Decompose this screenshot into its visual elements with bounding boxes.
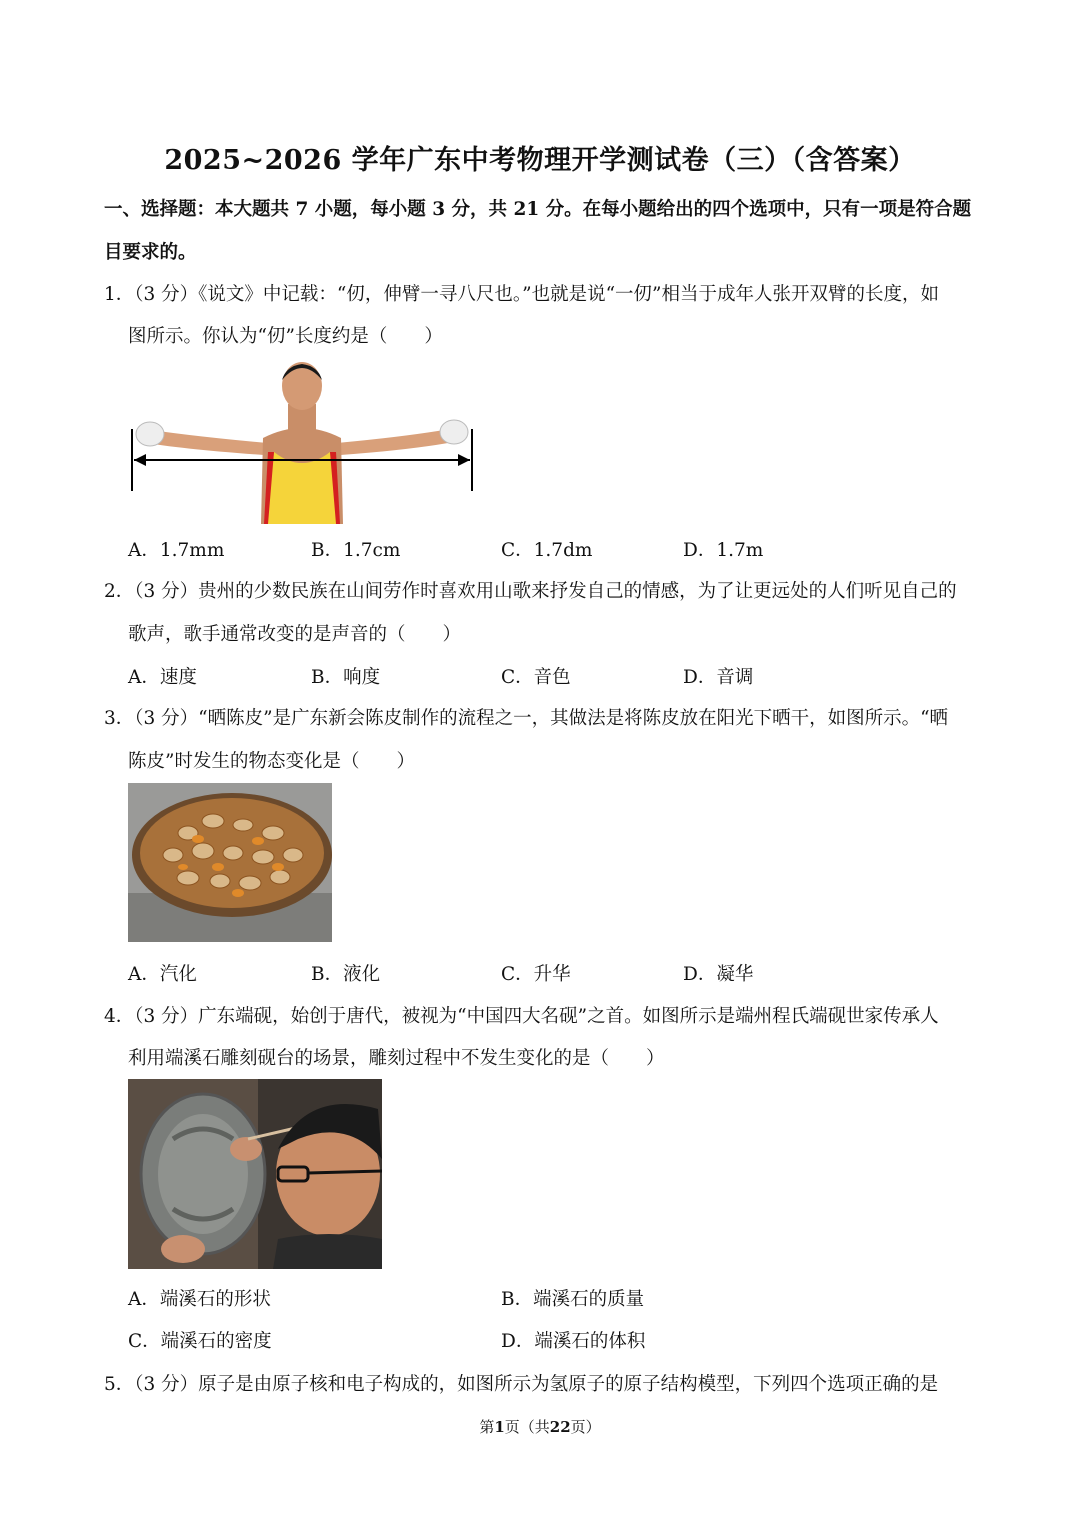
q1-stem-line1: 1．（3 分）《说文》中记载：“仞，伸臂一寻八尺也。”也就是说“一仞”相当于成年人张开双臂的长度，如 xyxy=(104,284,940,305)
footer-prefix: 第 xyxy=(479,1418,495,1436)
q3-option-c: C．升华 xyxy=(501,964,571,985)
q1-figure-arm-span xyxy=(128,356,476,524)
section-heading-line1: 一、选择题：本大题共 7 小题，每小题 3 分，共 21 分。在每小题给出的四个选项中，只有一项是符合题 xyxy=(104,199,972,220)
q2-option-c: C．音色 xyxy=(501,667,571,688)
q1-option-d: D．1.7m xyxy=(683,540,764,561)
q3-option-a: A．汽化 xyxy=(128,964,197,985)
q2-stem-line1: 2．（3 分）贵州的少数民族在山间劳作时喜欢用山歌来抒发自己的情感，为了让更远处的人们听见自己的 xyxy=(104,581,957,602)
section-heading-line2: 目要求的。 xyxy=(104,242,197,263)
footer-total-pages: 22 xyxy=(549,1418,571,1436)
q2-option-b: B．响度 xyxy=(311,667,381,688)
footer-page-number: 1 xyxy=(494,1418,505,1436)
q2-option-a: A．速度 xyxy=(128,667,197,688)
q2-option-d: D．音调 xyxy=(683,667,754,688)
q3-option-d: D．凝华 xyxy=(683,964,754,985)
footer-suffix: 页） xyxy=(570,1418,601,1436)
q1-stem-line2: 图所示。你认为“仞”长度约是（ ） xyxy=(128,326,443,347)
q2-stem-line2: 歌声，歌手通常改变的是声音的（ ） xyxy=(128,624,462,645)
q4-option-c: C．端溪石的密度 xyxy=(128,1331,272,1352)
q4-figure-inkstone-carving xyxy=(128,1079,382,1269)
q1-option-a: A．1.7mm xyxy=(128,540,225,561)
q3-option-b: B．液化 xyxy=(311,964,381,985)
q3-figure-drying-peel xyxy=(128,783,332,942)
q5-stem-line1: 5．（3 分）原子是由原子核和电子构成的，如图所示为氢原子的原子结构模型，下列四个选项正确的是 xyxy=(104,1374,939,1395)
q3-stem-line2: 陈皮”时发生的物态变化是（ ） xyxy=(128,751,415,772)
q4-stem-line2: 利用端溪石雕刻砚台的场景，雕刻过程中不发生变化的是（ ） xyxy=(128,1048,665,1069)
q1-option-c: C．1.7dm xyxy=(501,540,593,561)
page-footer xyxy=(0,1416,1080,1437)
footer-middle: 页（共 xyxy=(504,1418,550,1436)
q3-stem-line1: 3．（3 分）“晒陈皮”是广东新会陈皮制作的流程之一，其做法是将陈皮放在阳光下晒干，如图所示。“晒 xyxy=(104,708,949,729)
q4-option-a: A．端溪石的形状 xyxy=(128,1289,271,1310)
q4-option-d: D．端溪石的体积 xyxy=(501,1331,646,1352)
q4-stem-line1: 4．（3 分）广东端砚，始创于唐代，被视为“中国四大名砚”之首。如图所示是端州程氏端砚世家传承人 xyxy=(104,1006,939,1027)
q1-option-b: B．1.7cm xyxy=(311,540,401,561)
page-title: 2025~2026 学年广东中考物理开学测试卷（三）（含答案） xyxy=(164,145,916,176)
q4-option-b: B．端溪石的质量 xyxy=(501,1289,645,1310)
